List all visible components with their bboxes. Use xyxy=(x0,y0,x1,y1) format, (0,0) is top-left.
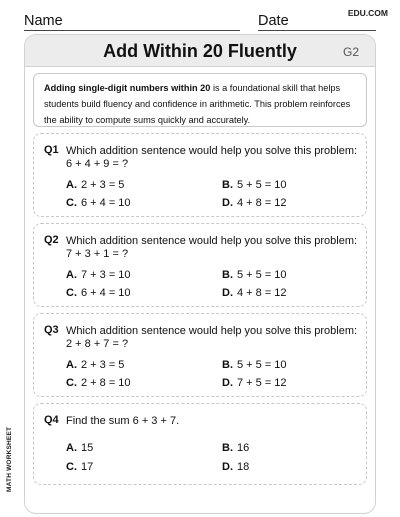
option-c[interactable]: C. 17 xyxy=(66,461,94,473)
question-expression: 2 + 8 + 7 = ? xyxy=(66,338,129,350)
option-d[interactable]: D. 4 + 8 = 12 xyxy=(222,287,287,299)
question-text: Which addition sentence would help you solve this problem: xyxy=(66,235,358,247)
question-number: Q1 xyxy=(44,144,59,156)
option-a[interactable]: A. 2 + 3 = 5 xyxy=(66,179,125,191)
question-text: Find the sum 6 + 3 + 7. xyxy=(66,415,180,427)
option-d[interactable]: D. 7 + 5 = 12 xyxy=(222,377,287,389)
question-text: Which addition sentence would help you solve this problem: xyxy=(66,145,358,157)
question-card-q4 xyxy=(33,403,367,485)
option-c[interactable]: C. 6 + 4 = 10 xyxy=(66,197,131,209)
option-c[interactable]: C. 2 + 8 = 10 xyxy=(66,377,131,389)
option-b[interactable]: B. 5 + 5 = 10 xyxy=(222,359,287,371)
worksheet-title: Add Within 20 Fluently xyxy=(103,41,297,61)
option-a[interactable]: A. 7 + 3 = 10 xyxy=(66,269,131,281)
date-line xyxy=(258,30,376,31)
option-a[interactable]: A. 15 xyxy=(66,442,94,454)
question-expression: 7 + 3 + 1 = ? xyxy=(66,248,129,260)
option-d[interactable]: D. 4 + 8 = 12 xyxy=(222,197,287,209)
date-label: Date xyxy=(258,13,289,29)
option-b[interactable]: B. 5 + 5 = 10 xyxy=(222,179,287,191)
intro-bold-text: Adding single-digit numbers within 20 xyxy=(44,83,211,93)
question-text: Which addition sentence would help you solve this problem: xyxy=(66,325,358,337)
name-label: Name xyxy=(24,13,63,29)
option-d[interactable]: D. 18 xyxy=(222,461,250,473)
grade-badge: G2 xyxy=(342,45,359,59)
question-number: Q2 xyxy=(44,234,59,246)
intro-box xyxy=(33,73,367,127)
name-line xyxy=(24,30,240,31)
option-b[interactable]: B. 5 + 5 = 10 xyxy=(222,269,287,281)
question-number: Q4 xyxy=(44,414,59,426)
question-card-q2 xyxy=(33,223,367,307)
question-card-q3 xyxy=(33,313,367,397)
option-b[interactable]: B. 16 xyxy=(222,442,250,454)
question-number: Q3 xyxy=(44,324,59,336)
worksheet-page xyxy=(24,34,376,514)
intro-text: is a foundational skill that helps students build fluency and confidence in arithmetic. This problem reinforces the ability to compute sums quickly and accurately. xyxy=(44,83,351,125)
question-expression: 6 + 4 + 9 = ? xyxy=(66,158,129,170)
option-a[interactable]: A. 2 + 3 = 5 xyxy=(66,359,125,371)
question-card-q1 xyxy=(33,133,367,217)
side-label: MATH WORKSHEET xyxy=(6,426,13,492)
option-c[interactable]: C. 6 + 4 = 10 xyxy=(66,287,131,299)
brand-logo: EDU.COM xyxy=(347,8,388,18)
title-bar xyxy=(25,35,375,67)
